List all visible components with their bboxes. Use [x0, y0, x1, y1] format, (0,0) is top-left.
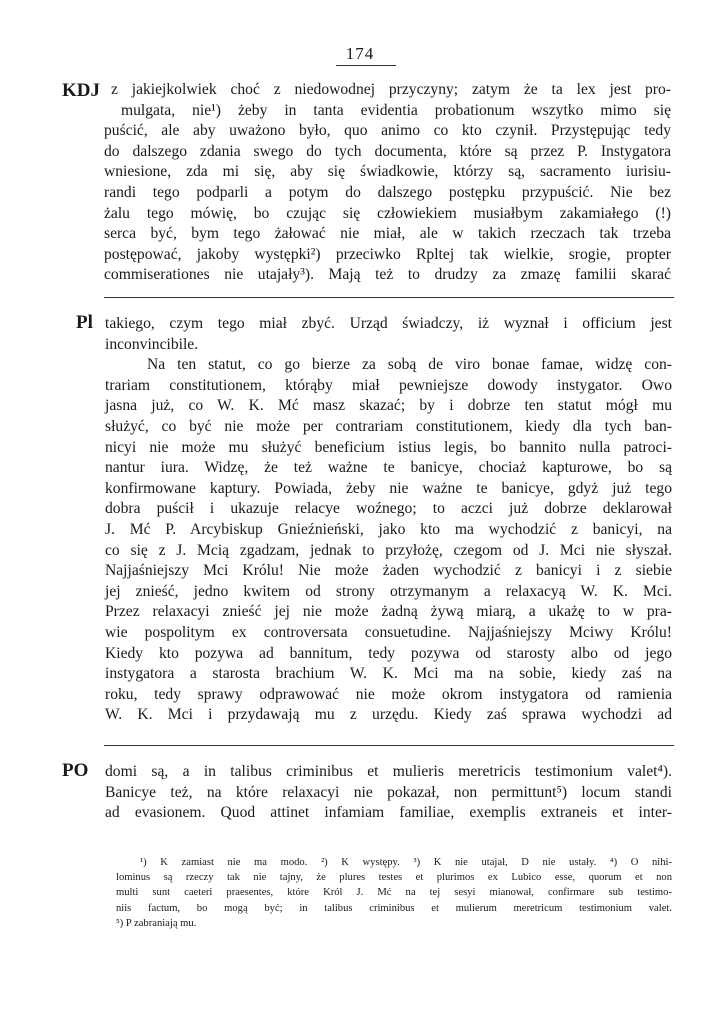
text-line: ad evasionem. Quod attinet infamiam familiae, exemplis extraneis et inter- — [105, 804, 672, 822]
manuscript-siglum-po: PO — [62, 760, 89, 781]
section-kdj-text — [104, 80, 671, 286]
text-line: trariam constitutionem, którąby miał pewniejsze dowody instygator. Owo — [105, 376, 672, 394]
footnote-line: niis factum, bo mogą być; in talibus criminibus et mulierum meretricum testimonium valet. — [116, 902, 672, 914]
text-line: Przez relaxacyi znieść jej nie może żadną żywą miarą, a ukażę to w pra- — [105, 603, 672, 621]
text-line: W. K. Mci i przydawają mu z urzędu. Kiedy zaś sprawa wychodzi ad — [105, 706, 672, 724]
text-line: nicyi nie może mu służyć beneficium istius legis, bo bannito nulla patroci- — [105, 438, 672, 456]
text-line: jasna już, co W. K. Mć masz skazać; by i dobrze ten statut mógł mu — [105, 397, 672, 415]
text-line: co się z J. Mcią zgadzam, jednak to przyłożę, czegom od J. Mci nie słyszał. — [105, 541, 672, 559]
manuscript-siglum-pl: Pl — [76, 312, 93, 333]
text-line: takiego, czym tego miał zbyć. Urząd świadczy, iż wyznał i officium jest — [105, 315, 672, 332]
section-divider — [104, 297, 674, 298]
section-po-text — [105, 762, 672, 824]
text-line: J. Mć P. Arcybiskup Gnieźnieński, jako kto ma wychodzić z banicyi, na — [105, 520, 672, 538]
text-line: żalu tego mówię, bo czując się człowiekiem musiałbym zakamiałego (!) — [104, 204, 671, 222]
text-line: commiserationes nie utajały³). Mają też to drudzy za zmazę familii skarać — [104, 266, 671, 284]
text-line: nantur iura. Widzę, że też ważne te banicye, chociaż kapturowe, bo są — [105, 459, 672, 477]
text-line: roku, tedy sprawy odprawować nie może okrom instygatora od ramienia — [105, 685, 672, 703]
text-line: wie pospolitym ex controversata consuetudine. Najjaśniejszy Mciwy Królu! — [105, 623, 672, 641]
text-line: Na ten statut, co go bierze za sobą de viro bonae famae, widzę con- — [147, 356, 672, 374]
text-line: randi tego podparli a potym do dalszego postępku przypuścić. Nie bez — [104, 183, 671, 201]
text-line: domi są, a in talibus criminibus et mulieris meretricis testimonium valet⁴). — [105, 763, 672, 780]
text-line: jej znieść, jedno kwitem od strony otrzymanym a relaxacyą W. K. Mci. — [105, 582, 672, 600]
page-number-underline — [336, 65, 396, 66]
text-line: Kiedy kto pozywa ad bannitum, tedy pozywa od starosty albo od jego — [105, 644, 672, 662]
section-pl-text — [105, 314, 672, 726]
footnote-line: ¹) K zamiast nie ma modo. ²) K występy. ³) K nie utajał, D nie ustały. ⁴) O nihi- — [140, 857, 672, 868]
footnote-line: ⁵) P zabraniają mu. — [116, 917, 197, 929]
text-line: serca być, bym tego żałować nie miał, ale w takich rzeczach tak trzeba — [104, 225, 671, 243]
text-line: Banicye też, na które relaxacyi nie pokazał, non permittunt⁵) locum standi — [105, 783, 672, 801]
text-line: z jakiejkolwiek choć z niedowodnej przyczyny; zatym że ta lex jest pro- — [111, 81, 671, 98]
footnotes — [116, 855, 672, 931]
text-line: inconvincibile. — [105, 335, 199, 353]
footnote-line: multi sunt caeteri praesentes, które Król J. Mć na tej sesyi mianował, confirmare sub testimo- — [116, 887, 672, 899]
text-line: do dalszego zdania swego do tych documenta, które są przez P. Instygatora — [104, 142, 671, 160]
text-line: Najjaśniejszy Mci Królu! Nie może żaden wychodzić z banicyi i z siebie — [105, 562, 672, 580]
text-line: służyć, co być nie może per contrariam constitutionem, kiedy dla tych ban- — [105, 417, 672, 435]
text-line: puścić, ale aby uważono było, quo animo co kto czynił. Przystępując tedy — [104, 122, 671, 140]
text-line: dobra puścił i ukazuje relacye woźnego; to aczci już dobrze deklarował — [105, 500, 672, 518]
text-line: instygatora a starosta brachium W. K. Mci ma na sobie, kiedy zaś na — [105, 665, 672, 683]
page-number: 174 — [345, 44, 375, 63]
text-line: wniesione, zda mi się, aby się świadkowie, którzy są, sacramento iurisiu- — [104, 163, 671, 181]
text-line: mulgata, nie¹) żeby in tanta evidentia probationum wszytko mimo się — [121, 101, 671, 119]
text-line: postępować, jakoby występki²) przeciwko Rpltej tak wielkie, srogie, propter — [104, 245, 671, 263]
footnote-line: lominus są rzeczy tak nie tajny, że plures testes et plurimos ex Lubico esse, quorum et non — [116, 872, 672, 884]
section-divider — [104, 745, 674, 746]
text-line: konfirmowane kaptury. Powiada, żeby nie ważne te banicye, gdyż już tego — [105, 479, 672, 497]
manuscript-siglum-kdj: KDJ — [62, 80, 100, 101]
